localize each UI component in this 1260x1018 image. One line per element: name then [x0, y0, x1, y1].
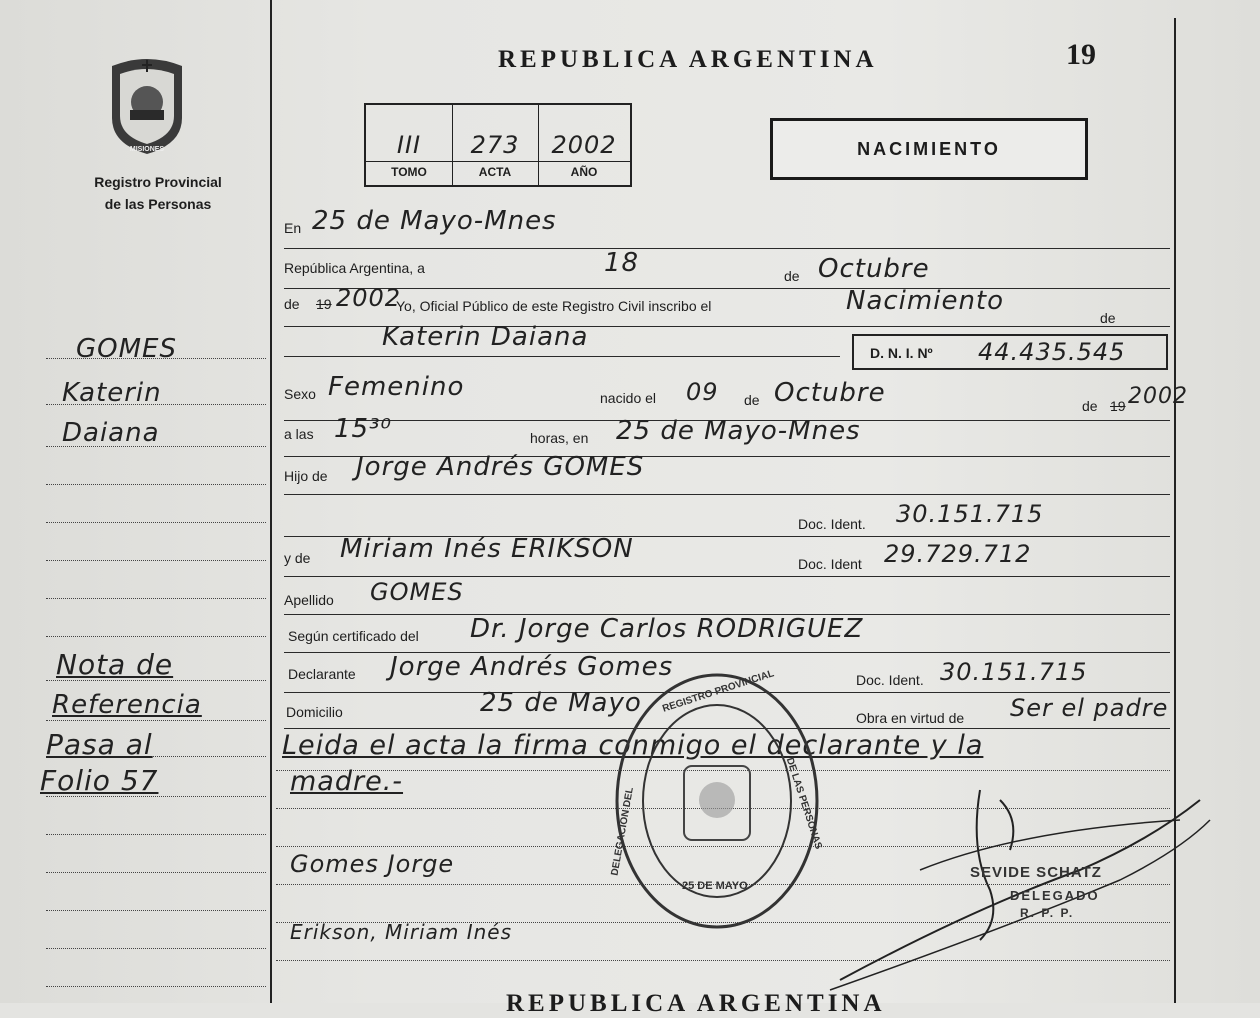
dni-label: D. N. I. Nº: [870, 345, 933, 361]
acta-label: ACTA: [478, 165, 512, 179]
year-printed: 19: [316, 296, 332, 312]
en-label: En: [284, 220, 302, 236]
stamp-ring-bottom: 25 DE MAYO: [682, 880, 748, 892]
margin-given-name-1: Katerin: [62, 378, 162, 408]
ano-label: AÑO: [570, 165, 598, 179]
signature-mother: Erikson, Miriam Inés: [290, 920, 513, 944]
day-value: 18: [604, 248, 640, 278]
place-value: 25 de Mayo-Mnes: [312, 206, 557, 236]
birth-time: 15³⁰: [334, 414, 392, 444]
de-year-prefix: de: [284, 296, 300, 312]
obra-label: Obra en virtud de: [856, 710, 965, 726]
officer-stamp-name: SEVIDE SCHATZ: [970, 864, 1102, 881]
folio-number: 19: [1066, 38, 1096, 71]
certificado-label: Según certificado del: [288, 628, 419, 644]
declarante-value: Jorge Andrés Gomes: [390, 652, 674, 682]
svg-text:MISIONES: MISIONES: [129, 146, 165, 153]
stamp-ring-right: DE LAS PERSONAS: [783, 756, 824, 851]
left-margin-border: [270, 0, 272, 1003]
margin-note-line3: Pasa al: [46, 728, 153, 761]
de-label: de: [784, 268, 800, 284]
margin-note-line2: Referencia: [52, 690, 202, 720]
horas-label: horas, en: [530, 430, 589, 446]
sexo-label: Sexo: [284, 386, 316, 402]
ano-value: 2002: [551, 131, 617, 159]
birth-month: Octubre: [774, 378, 886, 408]
hijo-label: Hijo de: [284, 468, 328, 484]
sexo-value: Femenino: [328, 372, 465, 402]
a-las-label: a las: [284, 426, 314, 442]
tomo-value: III: [396, 131, 422, 159]
record-type: NACIMIENTO: [857, 139, 1001, 159]
footer-title: REPUBLICA ARGENTINA: [506, 990, 886, 1017]
birth-year-de: de: [1082, 398, 1098, 414]
tomo-label: TOMO: [391, 165, 427, 179]
signature-father: Gomes Jorge: [290, 850, 455, 878]
mother-name: Miriam Inés ERIKSON: [340, 534, 634, 564]
y-de-label: y de: [284, 550, 311, 566]
birth-year-written: 2002: [1128, 384, 1188, 409]
dni-value: 44.435.545: [978, 338, 1126, 366]
domicilio-value: 25 de Mayo: [480, 688, 642, 718]
margin-note-line1: Nota de: [56, 648, 174, 681]
oficial-text: Yo, Oficial Público de este Registro Civil inscribo el: [396, 298, 712, 314]
father-doc: 30.151.715: [896, 500, 1044, 528]
year-written: 2002: [336, 284, 402, 312]
apellido-value: GOMES: [370, 578, 464, 606]
de-suffix: de: [1100, 310, 1116, 326]
domicilio-label: Domicilio: [286, 704, 343, 720]
declarante-doc: 30.151.715: [940, 658, 1088, 686]
margin-given-name-2: Daiana: [62, 418, 160, 448]
registry-name-line1: Registro Provincial: [94, 174, 222, 190]
nacido-label: nacido el: [600, 390, 657, 406]
inscription-type: Nacimiento: [846, 286, 1005, 316]
republica-label: República Argentina, a: [284, 260, 425, 276]
birth-year-printed: 19: [1110, 398, 1126, 414]
obra-value: Ser el padre: [1010, 694, 1169, 722]
father-name: Jorge Andrés GOMES: [356, 452, 645, 482]
stamp-ring-left: DELEGACION DEL: [609, 786, 636, 877]
margin-surname: GOMES: [76, 334, 177, 364]
registry-name-line2: de las Personas: [104, 196, 212, 212]
provincial-seal-icon: [104, 52, 190, 156]
mother-doc-label: Doc. Ident: [798, 556, 862, 572]
officer-stamp-title: DELEGADO: [1010, 888, 1100, 903]
closing-note-line1: Leida el acta la firma conmigo el declarante y la: [282, 730, 984, 761]
declarante-doc-label: Doc. Ident.: [856, 672, 924, 688]
month-value: Octubre: [818, 254, 930, 284]
officer-stamp-org: R. P. P.: [1020, 906, 1075, 920]
closing-note-line2: madre.-: [290, 766, 404, 797]
birth-de: de: [744, 392, 760, 408]
birth-day: 09: [686, 378, 719, 406]
stamp-ring-top: REGISTRO PROVINCIAL: [661, 668, 776, 715]
birth-place: 25 de Mayo-Mnes: [616, 416, 861, 446]
certificado-value: Dr. Jorge Carlos RODRIGUEZ: [470, 614, 864, 644]
record-type-box: [770, 118, 1088, 180]
dni-box: [852, 334, 1168, 370]
father-doc-label: Doc. Ident.: [798, 516, 866, 532]
record-id-table: [364, 103, 632, 187]
margin-note-line4: Folio 57: [40, 764, 159, 797]
child-name: Katerin Daiana: [382, 322, 589, 352]
page-title: REPUBLICA ARGENTINA: [498, 46, 878, 73]
mother-doc: 29.729.712: [884, 540, 1032, 568]
acta-value: 273: [470, 131, 520, 159]
delegation-stamp-icon: [609, 670, 822, 932]
apellido-label: Apellido: [284, 592, 334, 608]
declarante-label: Declarante: [288, 666, 356, 682]
